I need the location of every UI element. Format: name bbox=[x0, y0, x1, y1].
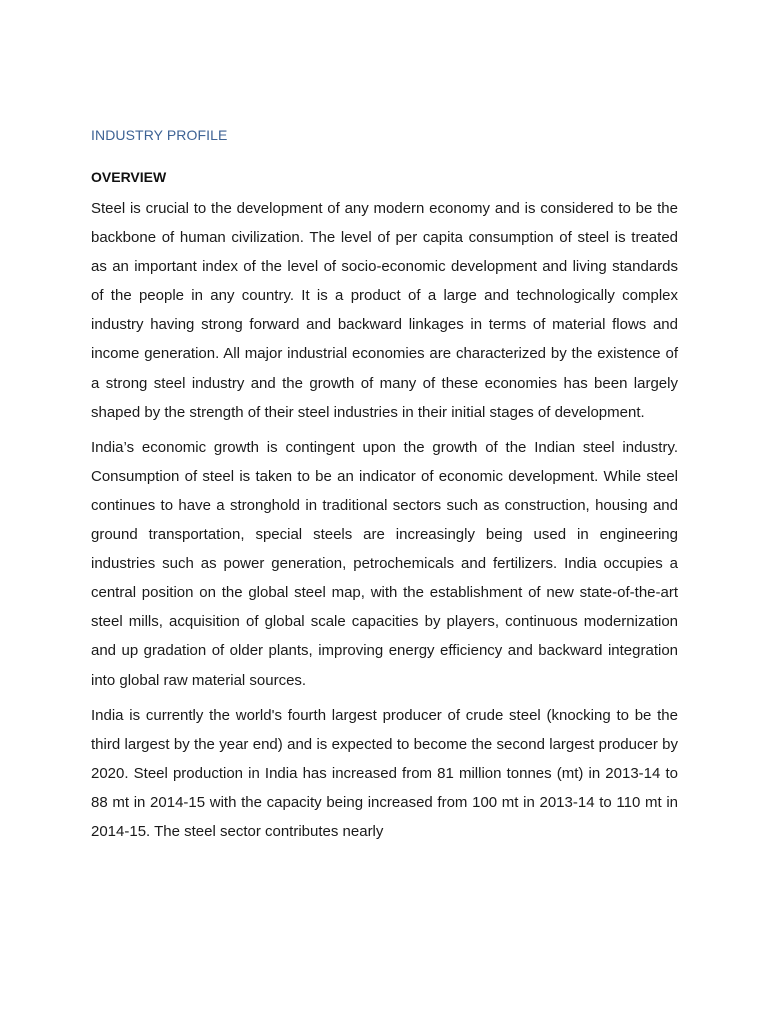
subsection-title: OVERVIEW bbox=[91, 169, 167, 185]
paragraph-steel-importance: Steel is crucial to the development of any modern economy and is considered to be the backbone of human civilization. The level of per capita consumption of steel is treated as an important index of the level of socio-economic development and living standards of the people in any country. It is a product of a large and technologically complex industry having strong forward and backward linkages in terms of material flows and income generation. All major industrial economies are characterized by the existence of a strong steel industry and the growth of many of these economies has been largely shaped by the strength of their steel industries in their initial stages of development. bbox=[91, 200, 678, 421]
paragraph-india-growth: India’s economic growth is contingent upon the growth of the Indian steel industry. Consumption of steel is taken to be an indicator of economic development. While steel continues to have a stronghold in traditional sectors such as construction, housing and ground transportation, special steels are increasingly being used in engineering industries such as power generation, petrochemicals and fertilizers. India occupies a central position on the global steel map, with the establishment of new state-of-the-art steel mills, acquisition of global scale capacities by players, continuous modernization and up gradation of older plants, improving energy efficiency and backward integration into global raw material sources. bbox=[91, 438, 678, 689]
section-title: INDUSTRY PROFILE bbox=[91, 127, 228, 143]
document-body bbox=[91, 124, 678, 852]
paragraph-india-production: India is currently the world's fourth largest producer of crude steel (knocking to be the third largest by the year end) and is expected to become the second largest producer by 2020. Steel production in India has increased from 81 million tonnes (mt) in 2013-14 to 88 mt in 2014-15 with the capacity being increased from 100 mt in 2013-14 to 110 mt in 2014-15. The steel sector contributes nearly bbox=[91, 706, 678, 840]
